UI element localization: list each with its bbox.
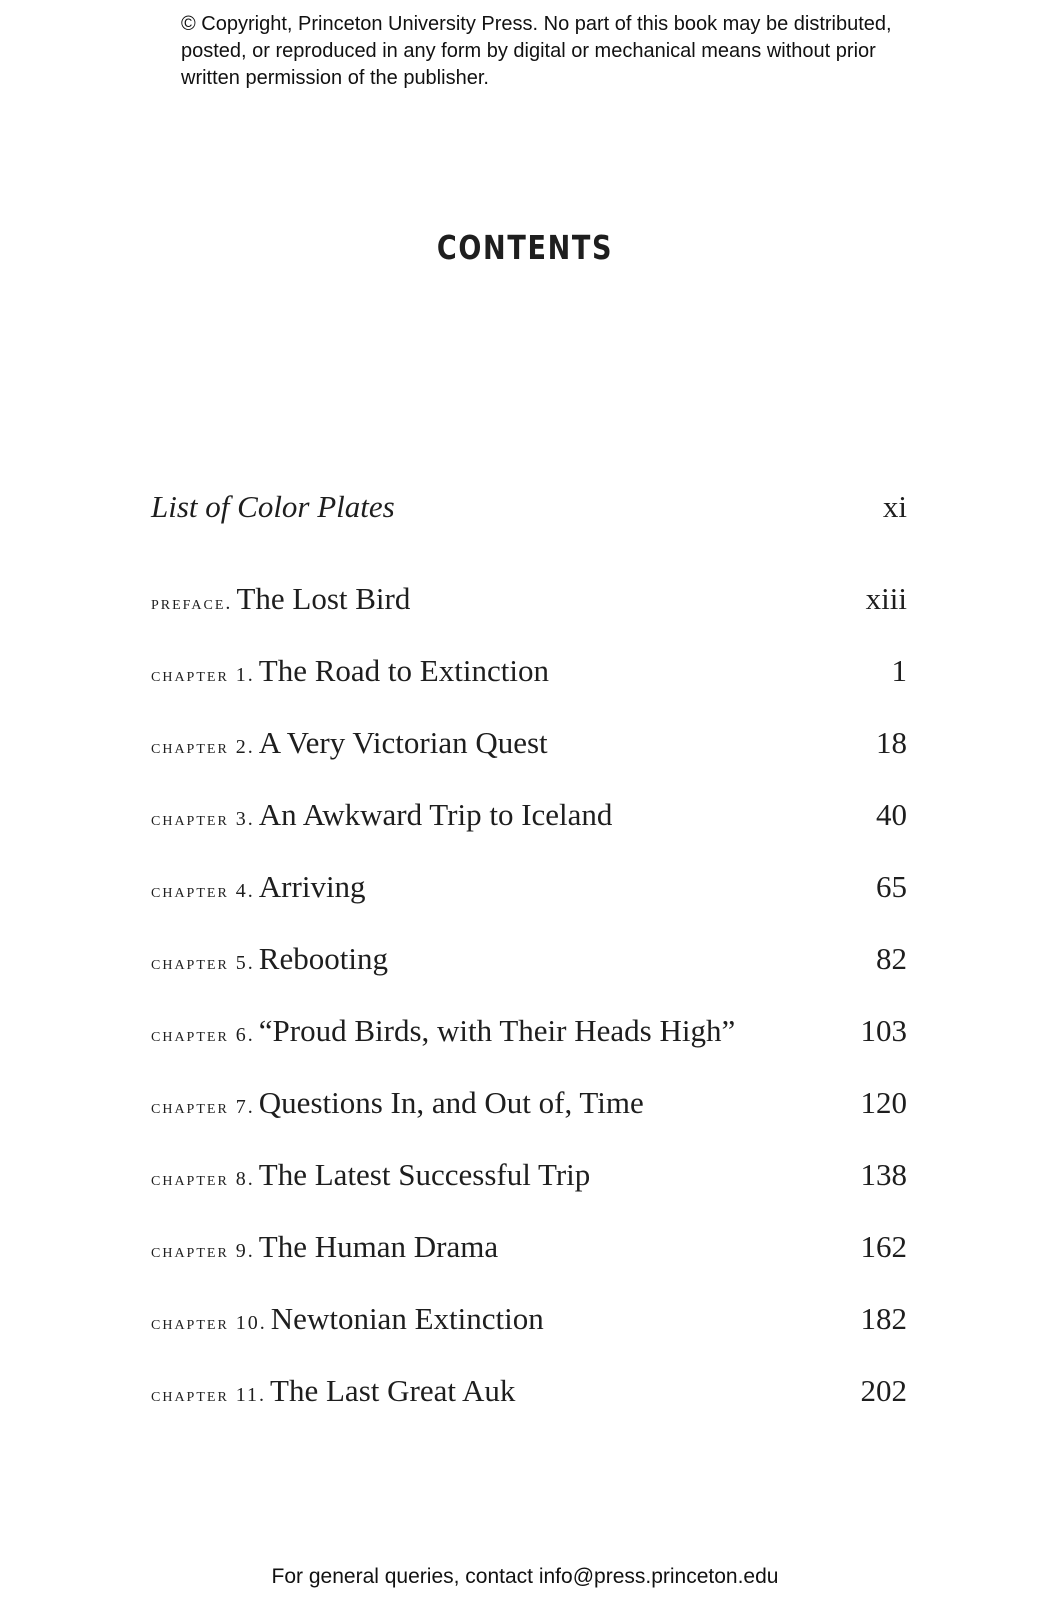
toc-entry-label: chapter 6. (151, 1024, 255, 1046)
toc-entry-page: xiii (865, 581, 907, 616)
toc-entry-label: chapter 2. (151, 736, 255, 758)
toc-entry-title: The Latest Successful Trip (258, 1157, 591, 1192)
page-title: CONTENTS (436, 228, 614, 267)
copyright-notice: © Copyright, Princeton University Press. No part of this book may be distributed, posted, or reproduced in any form by digital or mechanical means without prior written permission of the publisher. (181, 13, 892, 89)
toc-entry-label: chapter 1. (151, 664, 255, 686)
toc-entry-title: Arriving (258, 869, 366, 904)
toc-entry-preface (151, 563, 907, 635)
toc-entry-label: chapter 10. (151, 1312, 267, 1334)
toc-entry-title: Questions In, and Out of, Time (258, 1085, 644, 1120)
toc-entry-page: 138 (860, 1157, 907, 1192)
toc-entry-title: The Last Great Auk (270, 1373, 516, 1408)
toc-entry-title: The Road to Extinction (258, 653, 549, 688)
toc-entry-title: Rebooting (258, 941, 388, 976)
toc-entry-label: preface. (151, 592, 233, 614)
toc-entry-page: 103 (860, 1013, 907, 1048)
toc-entry-title: A Very Victorian Quest (258, 725, 548, 760)
contact-footer: For general queries, contact info@press.princeton.edu (271, 1565, 779, 1588)
toc-entry-chapter-11 (151, 1355, 907, 1427)
toc-entry-chapter-4 (151, 851, 907, 923)
toc-entry-label: chapter 5. (151, 952, 255, 974)
toc-entry-label: chapter 7. (151, 1096, 255, 1118)
toc-entry-chapter-10 (151, 1283, 907, 1355)
toc-entry-label: chapter 4. (151, 880, 255, 902)
toc-entry-page: 1 (891, 653, 907, 688)
toc-entry-title: The Human Drama (258, 1229, 499, 1264)
toc-entry-page: 202 (860, 1373, 907, 1408)
toc-entry-chapter-8 (151, 1139, 907, 1211)
toc-entry-chapter-3 (151, 779, 907, 851)
toc-entry-label: chapter 11. (151, 1384, 267, 1406)
toc-entry-chapter-6 (151, 995, 907, 1067)
toc-entry-title: The Lost Bird (236, 581, 411, 616)
toc-entry-title: List of Color Plates (151, 489, 395, 524)
toc-entry-title: Newtonian Extinction (270, 1301, 544, 1336)
toc-entry-title: “Proud Birds, with Their Heads High” (258, 1013, 736, 1048)
toc-entry-label: chapter 8. (151, 1168, 255, 1190)
toc-entry-chapter-7 (151, 1067, 907, 1139)
toc-entry-page: 182 (860, 1301, 907, 1336)
toc-entry-page: 162 (860, 1229, 907, 1264)
toc-entry-label: chapter 3. (151, 808, 255, 830)
table-of-contents (151, 475, 907, 1427)
toc-entry-page: 82 (876, 941, 907, 976)
toc-entry-page: 18 (876, 725, 907, 760)
toc-entry-page: 120 (860, 1085, 907, 1120)
toc-entry-page: xi (882, 489, 907, 524)
toc-entry-page: 40 (876, 797, 907, 832)
toc-entry-chapter-5 (151, 923, 907, 995)
toc-entry-color-plates (151, 475, 907, 543)
toc-entry-chapter-1 (151, 635, 907, 707)
toc-entry-chapter-2 (151, 707, 907, 779)
toc-entry-title: An Awkward Trip to Iceland (258, 797, 613, 832)
toc-entry-label: chapter 9. (151, 1240, 255, 1262)
toc-entry-page: 65 (876, 869, 907, 904)
toc-entry-chapter-9 (151, 1211, 907, 1283)
